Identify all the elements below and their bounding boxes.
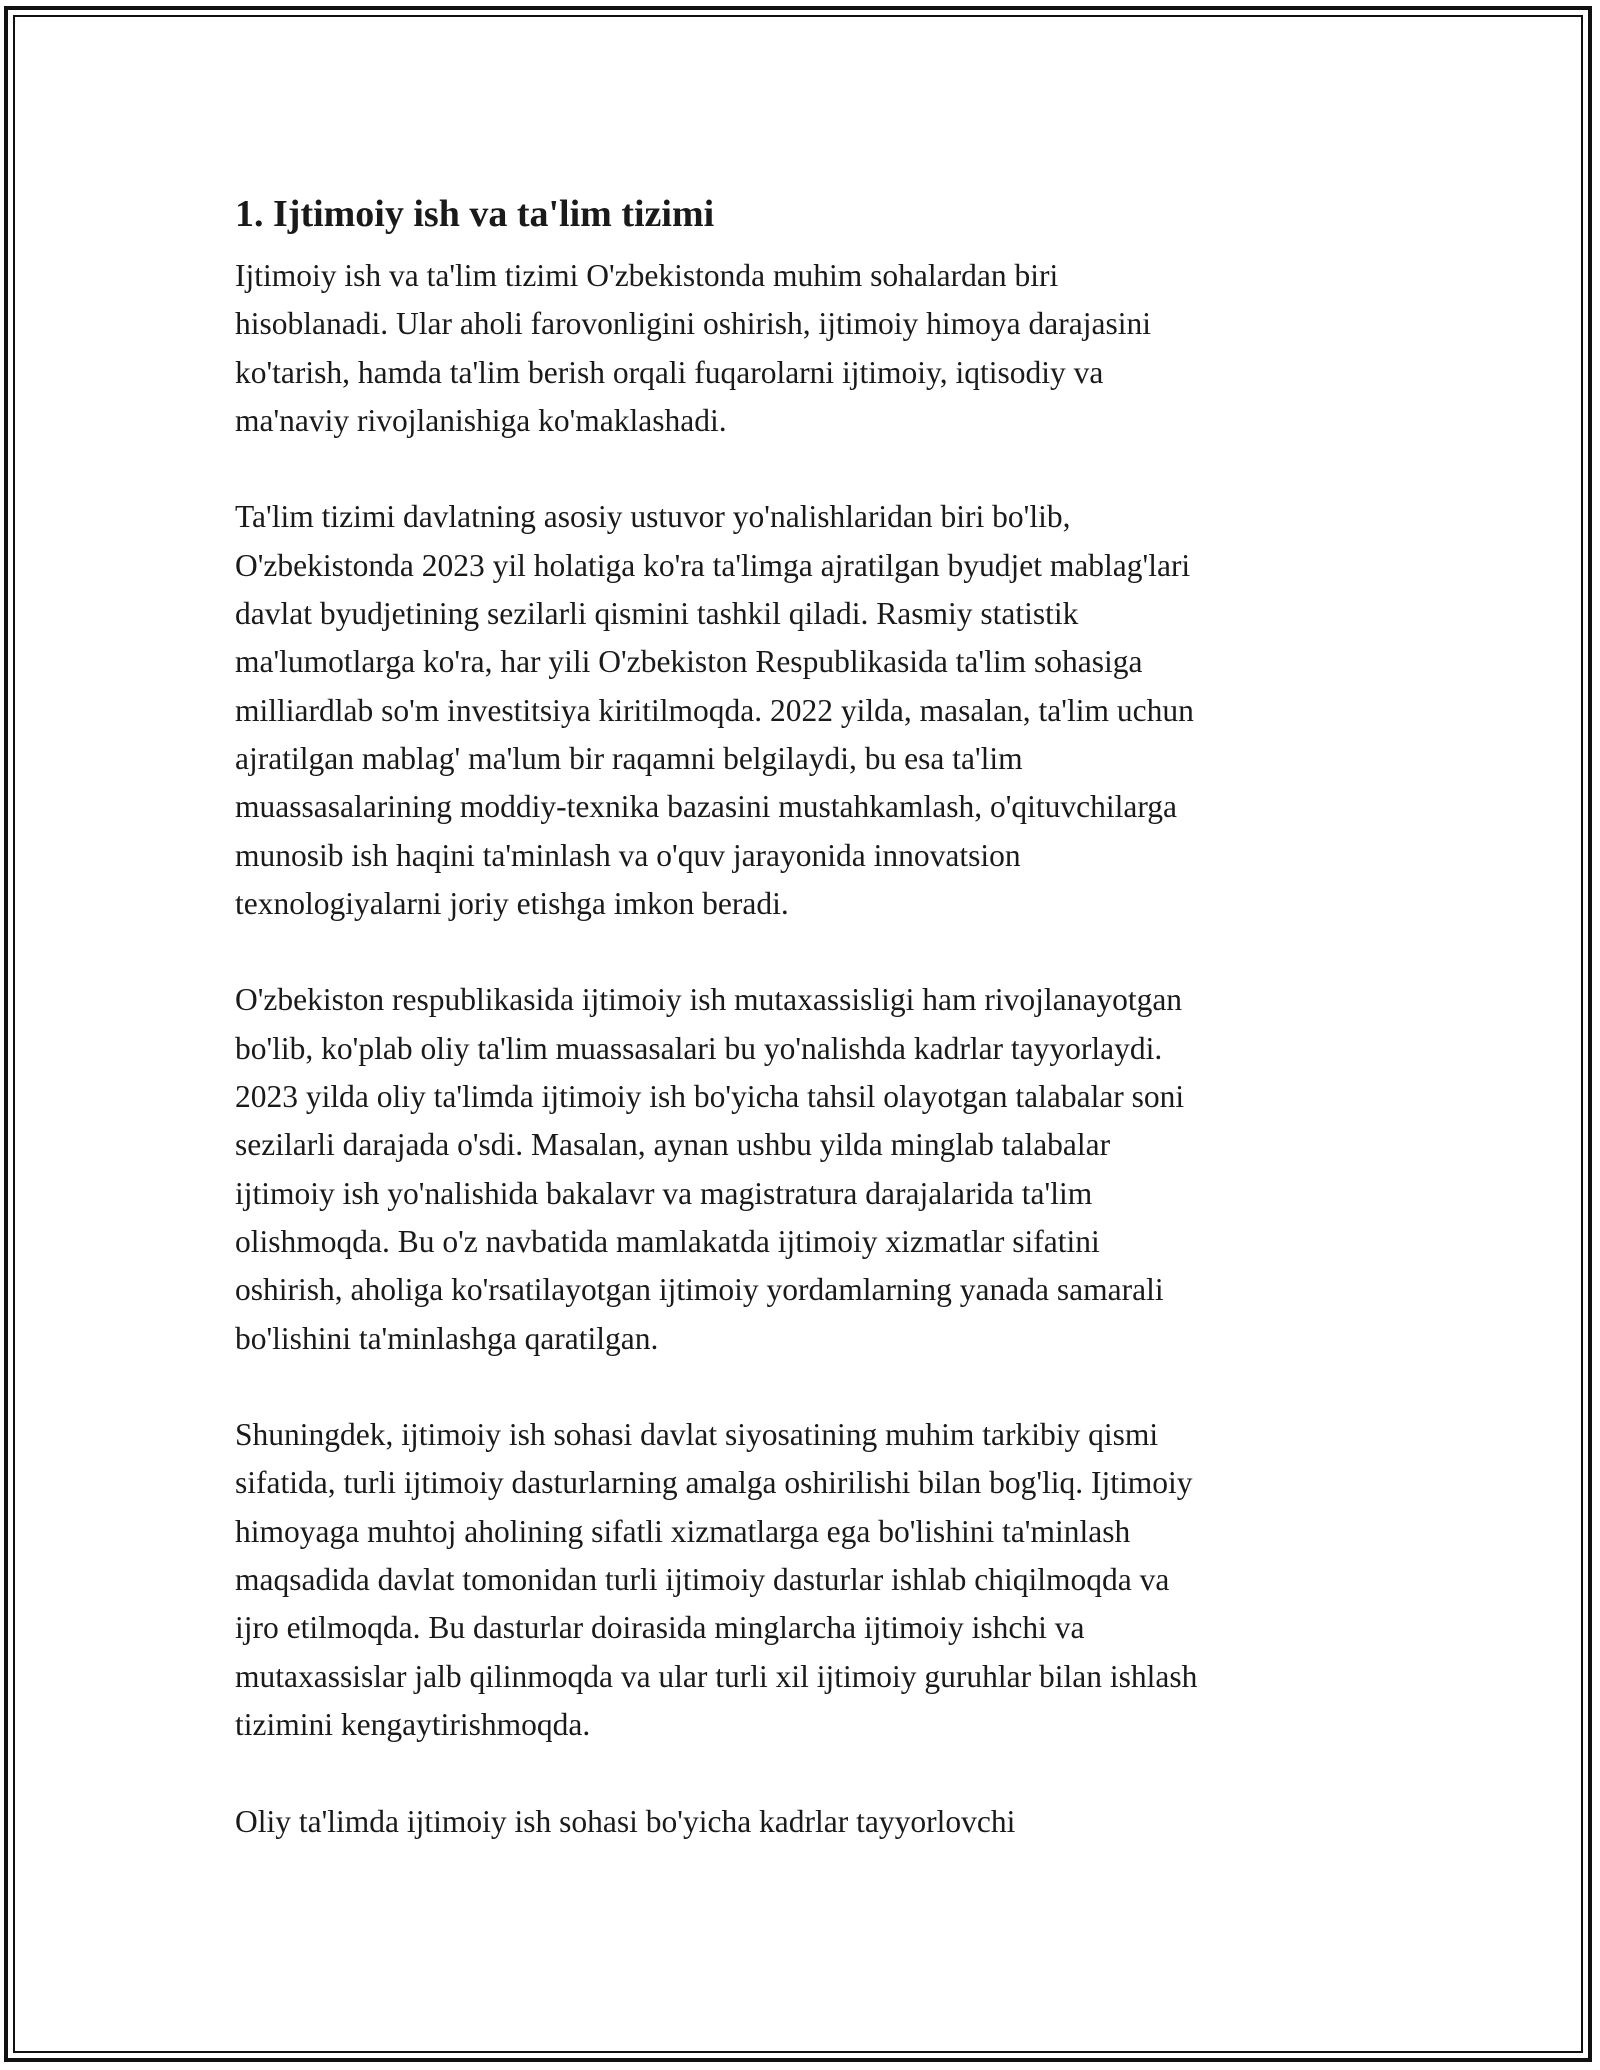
section-heading: 1. Ijtimoiy ish va ta'lim tizimi <box>235 193 715 235</box>
text-line: sifatida, turli ijtimoiy dasturlarning amalga oshirilishi bilan bog'liq. Ijtimoiy <box>235 1465 1193 1501</box>
paragraph-1 <box>235 252 1375 445</box>
text-line: hisoblanadi. Ular aholi farovonligini oshirish, ijtimoiy himoya darajasini <box>235 306 1151 342</box>
text-line: Shuningdek, ijtimoiy ish sohasi davlat siyosatining muhim tarkibiy qismi <box>235 1417 1159 1453</box>
text-line: O'zbekiston respublikasida ijtimoiy ish mutaxassisligi ham rivojlanayotgan <box>235 982 1183 1018</box>
text-line: Ijtimoiy ish va ta'lim tizimi O'zbekistonda muhim sohalardan biri <box>235 258 1059 293</box>
text-line: O'zbekistonda 2023 yil holatiga ko'ra ta'limga ajratilgan byudjet mablag'lari <box>235 547 1191 583</box>
document-page <box>235 184 1375 1894</box>
text-line: ijro etilmoqda. Bu dasturlar doirasida minglarcha ijtimoiy ishchi va <box>235 1610 1085 1646</box>
text-line: ajratilgan mablag' ma'lum bir raqamni belgilaydi, bu esa ta'lim <box>235 740 1023 776</box>
text-line: maqsadida davlat tomonidan turli ijtimoiy dasturlar ishlab chiqilmoqda va <box>235 1562 1170 1598</box>
text-line: ma'lumotlarga ko'ra, har yili O'zbekiston Respublikasida ta'lim sohasiga <box>235 644 1143 680</box>
text-line: milliardlab so'm investitsiya kiritilmoqda. 2022 yilda, masalan, ta'lim uchun <box>235 692 1194 728</box>
text-line: bo'lishini ta'minlashga qaratilgan. <box>235 1320 659 1356</box>
paragraph-3 <box>235 976 1375 1362</box>
paragraph-4 <box>235 1411 1375 1749</box>
text-line: ko'tarish, hamda ta'lim berish orqali fuqarolarni ijtimoiy, iqtisodiy va <box>235 354 1104 390</box>
text-line: munosib ish haqini ta'minlash va o'quv jarayonida innovatsion <box>235 837 1021 873</box>
text-line: himoyaga muhtoj aholining sifatli xizmatlarga ega bo'lishini ta'minlash <box>235 1513 1131 1549</box>
text-line: ijtimoiy ish yo'nalishida bakalavr va magistratura darajalarida ta'lim <box>235 1175 1093 1211</box>
text-line: davlat byudjetining sezilarli qismini tashkil qiladi. Rasmiy statistik <box>235 596 1079 632</box>
text-line: muassasalarining moddiy-texnika bazasini mustahkamlash, o'qituvchilarga <box>235 789 1178 825</box>
text-line: ma'naviy rivojlanishiga ko'maklashadi. <box>235 402 727 438</box>
text-line: tizimini kengaytirishmoqda. <box>235 1706 591 1742</box>
text-line: Ta'lim tizimi davlatning asosiy ustuvor yo'nalishlaridan biri bo'lib, <box>235 499 1071 535</box>
text-line: 2023 yilda oliy ta'limda ijtimoiy ish bo'yicha tahsil olayotgan talabalar soni <box>235 1079 1185 1115</box>
text-line: mutaxassislar jalb qilinmoqda va ular turli xil ijtimoiy guruhlar bilan ishlash <box>235 1658 1198 1694</box>
text-line: Oliy ta'limda ijtimoiy ish sohasi bo'yicha kadrlar tayyorlovchi <box>235 1803 1016 1839</box>
text-line: sezilarli darajada o'sdi. Masalan, aynan ushbu yilda minglab talabalar <box>235 1127 1111 1163</box>
text-line: olishmoqda. Bu o'z navbatida mamlakatda ijtimoiy xizmatlar sifatini <box>235 1223 1100 1259</box>
text-line: oshirish, aholiga ko'rsatilayotgan ijtimoiy yordamlarning yanada samarali <box>235 1272 1164 1308</box>
paragraph-2 <box>235 493 1375 928</box>
paragraph-5 <box>235 1798 1375 1846</box>
text-line: bo'lib, ko'plab oliy ta'lim muassasalari bu yo'nalishda kadrlar tayyorlaydi. <box>235 1030 1163 1066</box>
text-line: texnologiyalarni joriy etishga imkon beradi. <box>235 885 789 921</box>
